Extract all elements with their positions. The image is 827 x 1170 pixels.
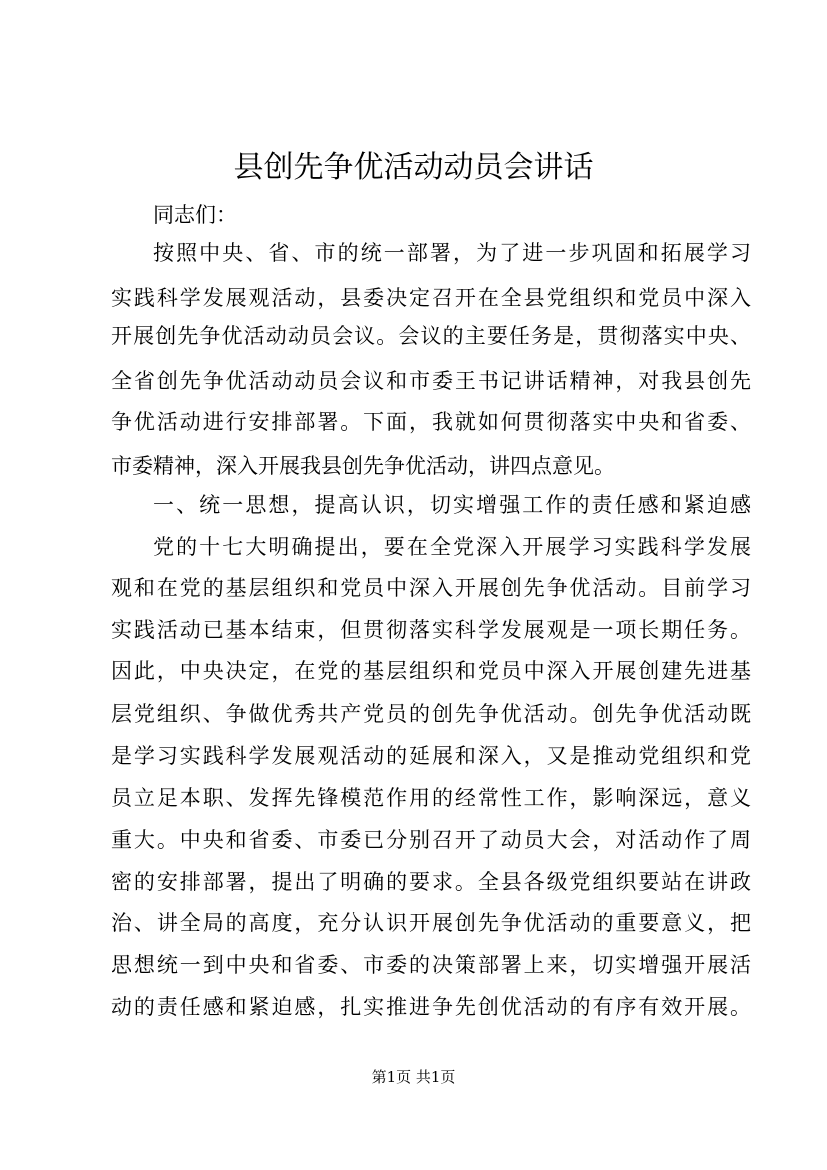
document-title: 县创先争优活动动员会讲话	[233, 150, 594, 185]
paragraph-line: 实践科学发展观活动，县委决定召开在全县党组织和党员中深入	[111, 286, 751, 310]
salutation: 同志们：	[153, 203, 237, 227]
paragraph-line: 开展创先争优活动动员会议。会议的主要任务是，贯彻落实中央、	[111, 324, 751, 348]
paragraph-line: 观和在党的基层组织和党员中深入开展创先争优活动。目前学习	[111, 576, 751, 600]
paragraph-line: 动的责任感和紧迫感，扎实推进争先创优活动的有序有效开展。	[111, 995, 751, 1019]
paragraph-line: 层党组织、争做优秀共产党员的创先争优活动。创先争优活动既	[111, 702, 751, 726]
paragraph-line: 治、讲全局的高度，充分认识开展创先争优活动的重要意义，把	[111, 911, 751, 935]
paragraph-line: 因此，中央决定，在党的基层组织和党员中深入开展创建先进基	[111, 659, 751, 683]
paragraph-line: 按照中央、省、市的统一部署，为了进一步巩固和拓展学习	[153, 241, 751, 265]
paragraph-line: 员立足本职、发挥先锋模范作用的经常性工作，影响深远，意义	[111, 786, 751, 810]
paragraph-line: 思想统一到中央和省委、市委的决策部署上来，切实增强开展活	[111, 953, 751, 977]
paragraph-line: 实践活动已基本结束，但贯彻落实科学发展观是一项长期任务。	[111, 618, 751, 642]
paragraph-line: 争优活动进行安排部署。下面，我就如何贯彻落实中央和省委、	[111, 410, 751, 434]
section-heading: 一、统一思想，提高认识，切实增强工作的责任感和紧迫感	[153, 493, 751, 517]
paragraph-line: 密的安排部署，提出了明确的要求。全县各级党组织要站在讲政	[111, 870, 751, 894]
paragraph-line: 党的十七大明确提出，要在全党深入开展学习实践科学发展	[153, 535, 751, 559]
page-number-footer: 第1页 共1页	[371, 1068, 456, 1086]
paragraph-line: 全省创先争优活动动员会议和市委王书记讲话精神，对我县创先	[111, 369, 751, 393]
paragraph-line: 是学习实践科学发展观活动的延展和深入，又是推动党组织和党	[111, 744, 751, 768]
paragraph-line: 重大。中央和省委、市委已分别召开了动员大会，对活动作了周	[111, 828, 751, 852]
paragraph-line: 市委精神，深入开展我县创先争优活动，讲四点意见。	[111, 454, 615, 478]
